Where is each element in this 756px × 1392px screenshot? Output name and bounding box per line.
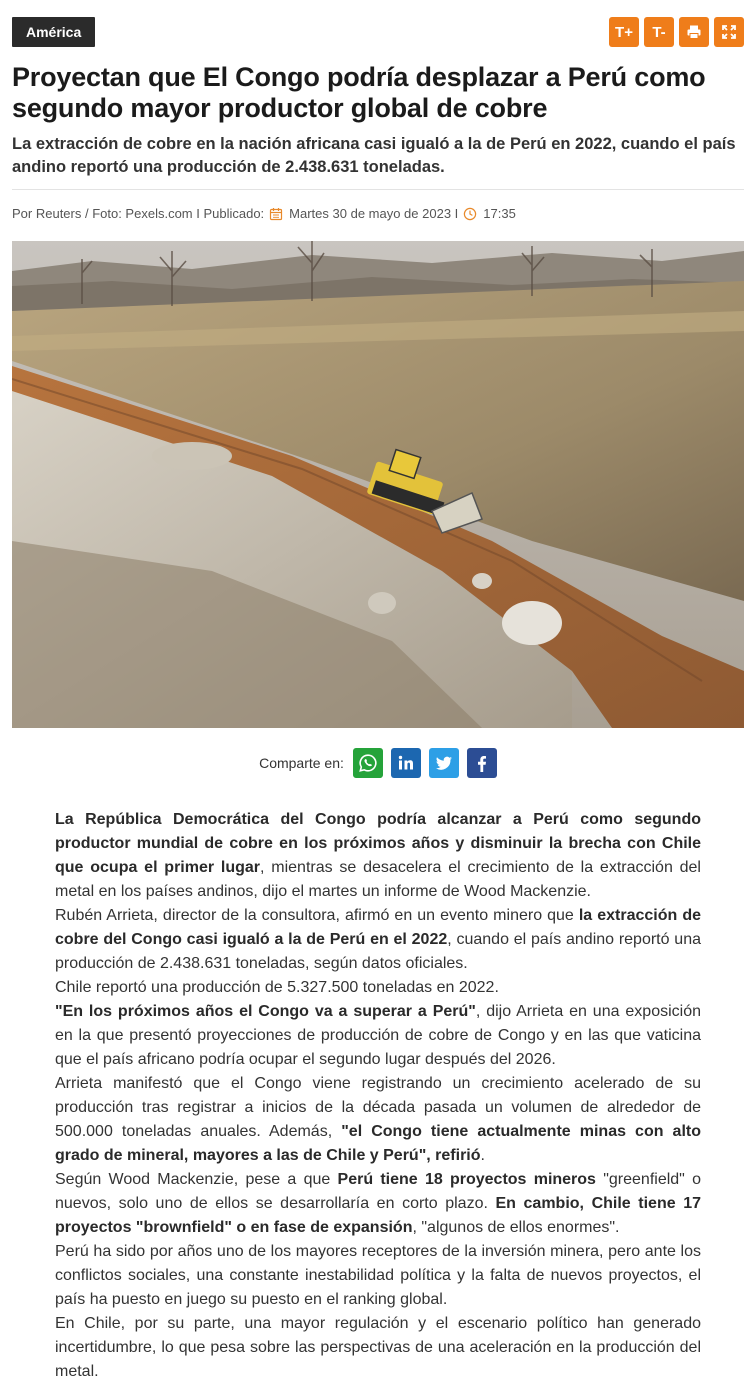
paragraph: Rubén Arrieta, director de la consultora, afirmó en un evento minero que la extracción de cobre del Congo casi igualó a la de Perú en el 2022, cuando el país andino reportó una producción de 2.438.631 toneladas, según datos oficiales. [55, 907, 701, 972]
text-increase-icon: T+ [615, 23, 633, 41]
share-whatsapp-button[interactable] [353, 748, 383, 778]
share-label: Comparte en: [259, 755, 344, 771]
share-bar [0, 748, 756, 778]
byline-source: Por Reuters / Foto: Pexels.com I Publicado: [12, 206, 265, 221]
category-badge[interactable]: América [12, 17, 95, 47]
paragraph: "En los próximos años el Congo va a superar a Perú", dijo Arrieta en una exposición en la que presentó proyecciones de producción de cobre de Congo y en las que vaticina que el país africano podría ocupar el segundo lugar después del 2026. [55, 1003, 701, 1068]
clock-icon [463, 207, 477, 221]
share-twitter-button[interactable] [429, 748, 459, 778]
hero-image [12, 241, 744, 728]
print-button[interactable] [679, 17, 709, 47]
calendar-icon [269, 207, 283, 221]
byline [12, 206, 516, 221]
share-facebook-button[interactable] [467, 748, 497, 778]
fullscreen-icon [721, 24, 737, 40]
top-bar [12, 17, 744, 47]
article-body [55, 808, 701, 1384]
linkedin-icon [396, 753, 416, 773]
text-decrease-button[interactable] [644, 17, 674, 47]
article-tools [609, 17, 744, 47]
print-icon [686, 24, 702, 40]
twitter-icon [434, 753, 454, 773]
paragraph: Arrieta manifestó que el Congo viene registrando un crecimiento acelerado de su producción tras registrar a inicios de la década pasada un volumen de alrededor de 500.000 toneladas anuales. Además, "el Congo tiene actualmente minas con alto grado de mineral, mayores a las de Chile y Perú", refirió. [55, 1075, 701, 1164]
share-linkedin-button[interactable] [391, 748, 421, 778]
article-subtitle: La extracción de cobre en la nación africana casi igualó a la de Perú en 2022, cuando el país andino reportó una producción de 2.438.631 toneladas. [12, 135, 736, 176]
paragraph: Chile reportó una producción de 5.327.500 toneladas en 2022. [55, 979, 499, 996]
text-decrease-icon: T- [652, 23, 666, 41]
whatsapp-icon [358, 753, 378, 773]
byline-date: Martes 30 de mayo de 2023 I [289, 206, 459, 221]
paragraph: Según Wood Mackenzie, pese a que Perú tiene 18 proyectos mineros "greenfield" o nuevos, solo uno de ellos se desarrollaría en corto plazo. En cambio, Chile tiene 17 proyectos "brownfield" o en fase de expansión, "algunos de ellos enormes". [55, 1171, 702, 1236]
facebook-icon [472, 753, 492, 773]
article-title: Proyectan que El Congo podría desplazar a Perú como segundo mayor productor global de cobre [12, 62, 706, 123]
byline-time: 17:35 [483, 206, 516, 221]
paragraph: Perú ha sido por años uno de los mayores receptores de la inversión minera, pero ante los conflictos sociales, una constante inestabilidad política y la falta de nuevos proyectos, el país ha puesto en juego su puesto en el ranking global. [55, 1243, 701, 1308]
text-increase-button[interactable] [609, 17, 639, 47]
paragraph: En Chile, por su parte, una mayor regulación y el escenario político han generado incertidumbre, lo que pesa sobre las perspectivas de una aceleración en la producción del metal. [55, 1315, 701, 1380]
paragraph: La República Democrática del Congo podría alcanzar a Perú como segundo productor mundial de cobre en los próximos años y disminuir la brecha con Chile que ocupa el primer lugar, mientras se desacelera el crecimiento de la extracción del metal en los países andinos, dijo el martes un informe de Wood Mackenzie. [55, 811, 701, 900]
divider [12, 189, 744, 190]
fullscreen-button[interactable] [714, 17, 744, 47]
